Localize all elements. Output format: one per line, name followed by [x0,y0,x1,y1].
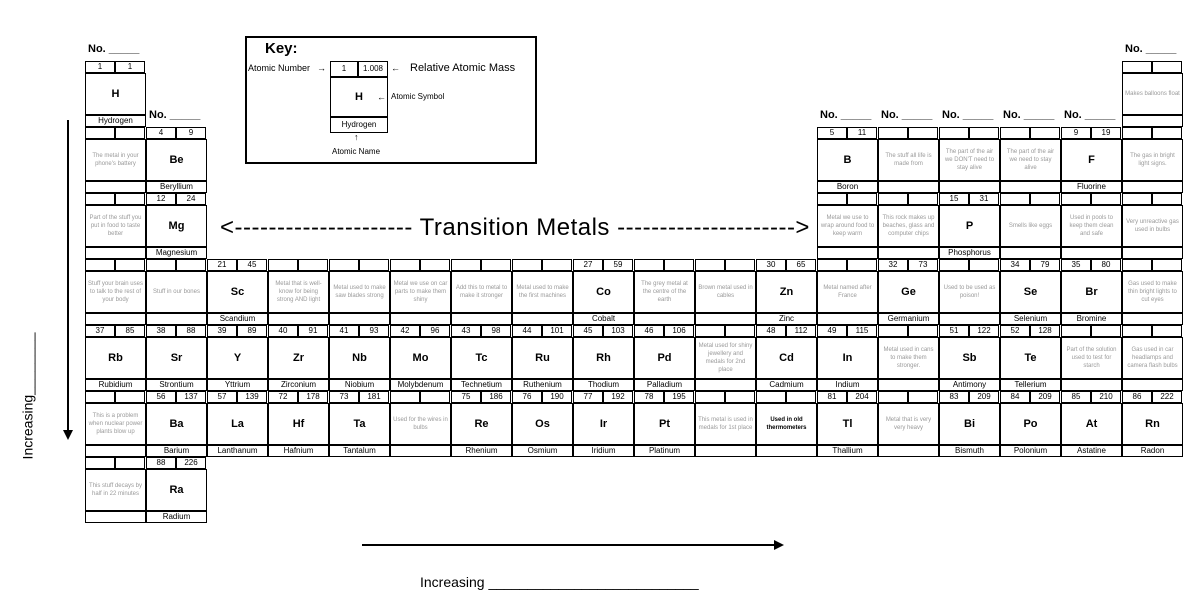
atomic-number: 41 [329,325,359,337]
element-symbol: Rn [1145,418,1160,430]
element-name: Radium [146,511,207,523]
element-clue: Metal named after France [823,285,872,299]
atomic-mass: 137 [176,391,206,403]
element-clue: Stuff in our bones [153,289,200,295]
element-name: Selenium [1000,313,1061,325]
element-name: Cadmium [756,379,817,391]
element-clue: Used for the wires in bulbs [393,417,448,431]
element-clue: Gas used in car headlamps and camera flash bulbs [1127,347,1178,369]
element-symbol: Se [1023,286,1038,298]
vertical-arrowhead-icon [63,430,73,440]
atomic-mass: 24 [176,193,206,205]
element-name: Palladium [634,379,695,391]
atomic-number: 83 [939,391,969,403]
atomic-number: 21 [207,259,237,271]
atomic-mass: 80 [1091,259,1121,271]
element-symbol: Te [1024,352,1037,364]
transition-metals-banner: <--------------------- Transition Metals ---------------------> [220,214,810,241]
atomic-mass: 1 [115,61,145,73]
atomic-mass: 222 [1152,391,1182,403]
group-number-blank: No. _____ [881,109,933,121]
element-name: Thallium [817,445,878,457]
element-name: Tantalum [329,445,390,457]
atomic-number: 88 [146,457,176,469]
atomic-mass: 91 [298,325,328,337]
group-number-blank: No. _____ [149,109,201,121]
atomic-number: 78 [634,391,664,403]
element-symbol: Mo [412,352,429,364]
atomic-mass: 103 [603,325,633,337]
element-clue: Metal that is well-know for being strong AND light [275,281,322,303]
atomic-mass: 96 [420,325,450,337]
element-name: Tellerium [1000,379,1061,391]
element-clue: This rock makes up beaches, glass and computer chips [882,215,935,237]
element-name: Rhenium [451,445,512,457]
element-clue: Very unreactive gas used in bulbs [1126,219,1179,233]
element-name: Osmium [512,445,573,457]
element-name: Germanium [878,313,939,325]
atomic-number: 37 [85,325,115,337]
element-name: Niobium [329,379,390,391]
atomic-mass: 88 [176,325,206,337]
element-symbol: Y [233,352,242,364]
atomic-mass: 181 [359,391,389,403]
atomic-mass: 106 [664,325,694,337]
increasing-horizontal-label: Increasing ___________________________ [420,574,699,590]
element-clue: Metal used in cans to make them stronger. [883,347,934,369]
group-number-blank: No. _____ [820,109,872,121]
atomic-mass: 112 [786,325,816,337]
element-clue: The stuff all life is made from [885,153,932,167]
element-clue: The gas in bright light signs. [1130,153,1175,167]
element-name: Thodium [573,379,634,391]
element-symbol: La [231,418,244,430]
atomic-mass: 209 [969,391,999,403]
element-clue: Part of the stuff you put in food to taste better [89,215,142,237]
element-clue: Part of the solution used to test for starch [1066,347,1117,369]
atomic-number: 75 [451,391,481,403]
element-name: Fluorine [1061,181,1122,193]
arrow-left-icon: ← [391,63,400,73]
atomic-number: 43 [451,325,481,337]
atomic-number: 86 [1122,391,1152,403]
group-number-blank: No. _____ [1064,109,1116,121]
element-symbol: B [843,154,852,166]
atomic-number: 32 [878,259,908,271]
element-symbol: Ge [901,286,916,298]
element-symbol: Bi [964,418,975,430]
atomic-number: 42 [390,325,420,337]
element-symbol: Be [169,154,184,166]
element-name: Beryllium [146,181,207,193]
atomic-mass: 186 [481,391,511,403]
atomic-number: 57 [207,391,237,403]
element-symbol: Tc [475,352,488,364]
group-number-blank: No. _____ [1125,43,1177,55]
element-symbol: Os [535,418,550,430]
element-symbol: At [1085,418,1098,430]
element-symbol: Sr [170,352,183,364]
element-name: Rubidium [85,379,146,391]
element-clue: This is a problem when nuclear power plants blow up [88,413,143,435]
element-clue: Stuff your brain uses to talk to the rest of your body [88,281,143,303]
element-clue: Add this to metal to make it stronger [455,285,508,299]
atomic-mass: 190 [542,391,572,403]
atomic-number: 44 [512,325,542,337]
atomic-number: 49 [817,325,847,337]
atomic-mass: 85 [115,325,145,337]
element-clue: The metal in your phone's battery [92,153,139,167]
atomic-number: 15 [939,193,969,205]
atomic-number: 35 [1061,259,1091,271]
element-clue: Metal used to make saw blades strong [333,285,386,299]
element-symbol: Mg [168,220,185,232]
element-symbol: Hf [292,418,305,430]
atomic-mass: 178 [298,391,328,403]
element-symbol: Sb [962,352,977,364]
atomic-number: 30 [756,259,786,271]
group-number-blank: No. _____ [88,43,140,55]
atomic-number: 77 [573,391,603,403]
element-clue: The part of the air we need to stay alive [1006,149,1055,171]
element-symbol: Cd [779,352,794,364]
element-clue: This stuff decays by half in 22 minutes [89,483,142,497]
element-name: Antimony [939,379,1000,391]
element-symbol: Br [1085,286,1098,298]
atomic-mass: 122 [969,325,999,337]
element-symbol: Pd [657,352,672,364]
key-symbol-label: Atomic Symbol [391,92,445,101]
element-name: Zirconium [268,379,329,391]
element-clue: Metal we use to wrap around food to keep warm [820,215,875,237]
element-clue: Gas used to make thin bright lights to cut eyes [1128,281,1177,303]
element-clue: Metal used to make the first machines [516,285,569,299]
element-name: Barium [146,445,207,457]
element-name: Platinum [634,445,695,457]
element-clue: Used to be used as poison! [943,285,996,299]
group-number-blank: No. _____ [1003,109,1055,121]
atomic-number: 85 [1061,391,1091,403]
element-clue: Metal we use on car parts to make them shiny [393,281,448,303]
element-symbol: Ba [169,418,184,430]
element-symbol: Nb [352,352,367,364]
arrow-left-icon: ← [377,92,386,102]
atomic-number: 40 [268,325,298,337]
atomic-number: 72 [268,391,298,403]
atomic-mass: 93 [359,325,389,337]
element-clue: Metal used for shiny jewellery and medals for 2nd place [698,343,753,373]
group-number-blank: No. _____ [942,109,994,121]
atomic-mass: 11 [847,127,877,139]
element-symbol: Ru [535,352,550,364]
arrow-right-icon: → [317,63,326,73]
atomic-number: 39 [207,325,237,337]
atomic-number: 4 [146,127,176,139]
atomic-number: 38 [146,325,176,337]
atomic-number: 52 [1000,325,1030,337]
arrow-up-icon: ↑ [354,132,359,142]
key-atomic-number-label: Atomic Number [248,63,311,73]
atomic-mass: 9 [176,127,206,139]
atomic-number: 51 [939,325,969,337]
atomic-number: 84 [1000,391,1030,403]
atomic-number: 56 [146,391,176,403]
atomic-number: 9 [1061,127,1091,139]
element-clue: The part of the air we DON'T need to stay alive [944,149,995,171]
atomic-mass: 209 [1030,391,1060,403]
element-name: Indium [817,379,878,391]
atomic-mass: 98 [481,325,511,337]
element-symbol: Pt [659,418,670,430]
increasing-vertical-label: Increasing________ [19,332,36,460]
element-symbol: Zn [779,286,794,298]
element-name: Strontium [146,379,207,391]
element-symbol: In [842,352,853,364]
element-name: Zinc [756,313,817,325]
element-name: Ruthenium [512,379,573,391]
key-example-mass: 1.008 [358,61,388,77]
atomic-mass: 226 [176,457,206,469]
element-symbol: Po [1023,418,1038,430]
atomic-mass: 89 [237,325,267,337]
element-name: Bismuth [939,445,1000,457]
element-symbol: Ra [169,484,184,496]
element-name: Phosphorus [939,247,1000,259]
element-name: Iridium [573,445,634,457]
atomic-mass: 65 [786,259,816,271]
element-symbol: Rb [108,352,123,364]
element-name: Bromine [1061,313,1122,325]
element-clue: Brown metal used in cables [698,285,753,299]
element-symbol: Co [596,286,611,298]
atomic-mass: 128 [1030,325,1060,337]
atomic-number: 48 [756,325,786,337]
element-symbol: Ta [353,418,366,430]
element-clue: Smells like eggs [1008,223,1053,229]
element-clue: Used in old thermometers [766,417,807,431]
element-symbol: Tl [842,418,853,430]
element-name: Boron [817,181,878,193]
element-name: Hydrogen [85,115,146,127]
element-clue: Metal that is very very heavy [885,417,932,431]
atomic-number: 27 [573,259,603,271]
element-name: Cobalt [573,313,634,325]
key-name-label: Atomic Name [332,147,381,156]
atomic-mass: 31 [969,193,999,205]
atomic-mass: 45 [237,259,267,271]
element-name: Scandium [207,313,268,325]
atomic-number: 45 [573,325,603,337]
element-symbol: P [965,220,974,232]
element-name: Lanthanum [207,445,268,457]
element-name: Molybdenum [390,379,451,391]
atomic-mass: 210 [1091,391,1121,403]
element-name: Radon [1122,445,1183,457]
atomic-mass: 79 [1030,259,1060,271]
element-clue: Used in pools to keep them clean and safe [1069,215,1114,237]
key-mass-label: Relative Atomic Mass [410,62,516,74]
element-symbol: F [1088,154,1095,166]
atomic-number: 1 [85,61,115,73]
atomic-number: 81 [817,391,847,403]
element-name: Magnesium [146,247,207,259]
element-symbol: Rh [596,352,611,364]
element-clue: Makes balloons float [1125,91,1180,97]
element-name: Astatine [1061,445,1122,457]
element-name: Polonium [1000,445,1061,457]
atomic-mass: 192 [603,391,633,403]
atomic-number: 76 [512,391,542,403]
element-name: Yttrium [207,379,268,391]
atomic-mass: 139 [237,391,267,403]
atomic-mass: 115 [847,325,877,337]
element-symbol: Re [474,418,489,430]
element-clue: The grey metal at the centre of the earth [641,281,688,303]
atomic-number: 12 [146,193,176,205]
element-symbol: H [111,88,120,100]
atomic-mass: 59 [603,259,633,271]
element-name: Technetium [451,379,512,391]
key-example-number: 1 [330,61,358,77]
element-clue: This metal is used in medals for 1st place [698,417,753,431]
atomic-mass: 73 [908,259,938,271]
horizontal-arrowhead-icon [774,540,784,550]
atomic-mass: 19 [1091,127,1121,139]
atomic-number: 5 [817,127,847,139]
atomic-mass: 195 [664,391,694,403]
atomic-mass: 204 [847,391,877,403]
element-symbol: Zr [293,352,304,364]
key-example-name: Hydrogen [330,117,388,133]
atomic-mass: 101 [542,325,572,337]
element-symbol: Ir [599,418,608,430]
atomic-number: 73 [329,391,359,403]
key-title: Key: [265,40,298,57]
atomic-number: 34 [1000,259,1030,271]
atomic-number: 46 [634,325,664,337]
key-example-symbol: H [330,77,388,117]
element-name: Hafnium [268,445,329,457]
element-symbol: Sc [230,286,245,298]
